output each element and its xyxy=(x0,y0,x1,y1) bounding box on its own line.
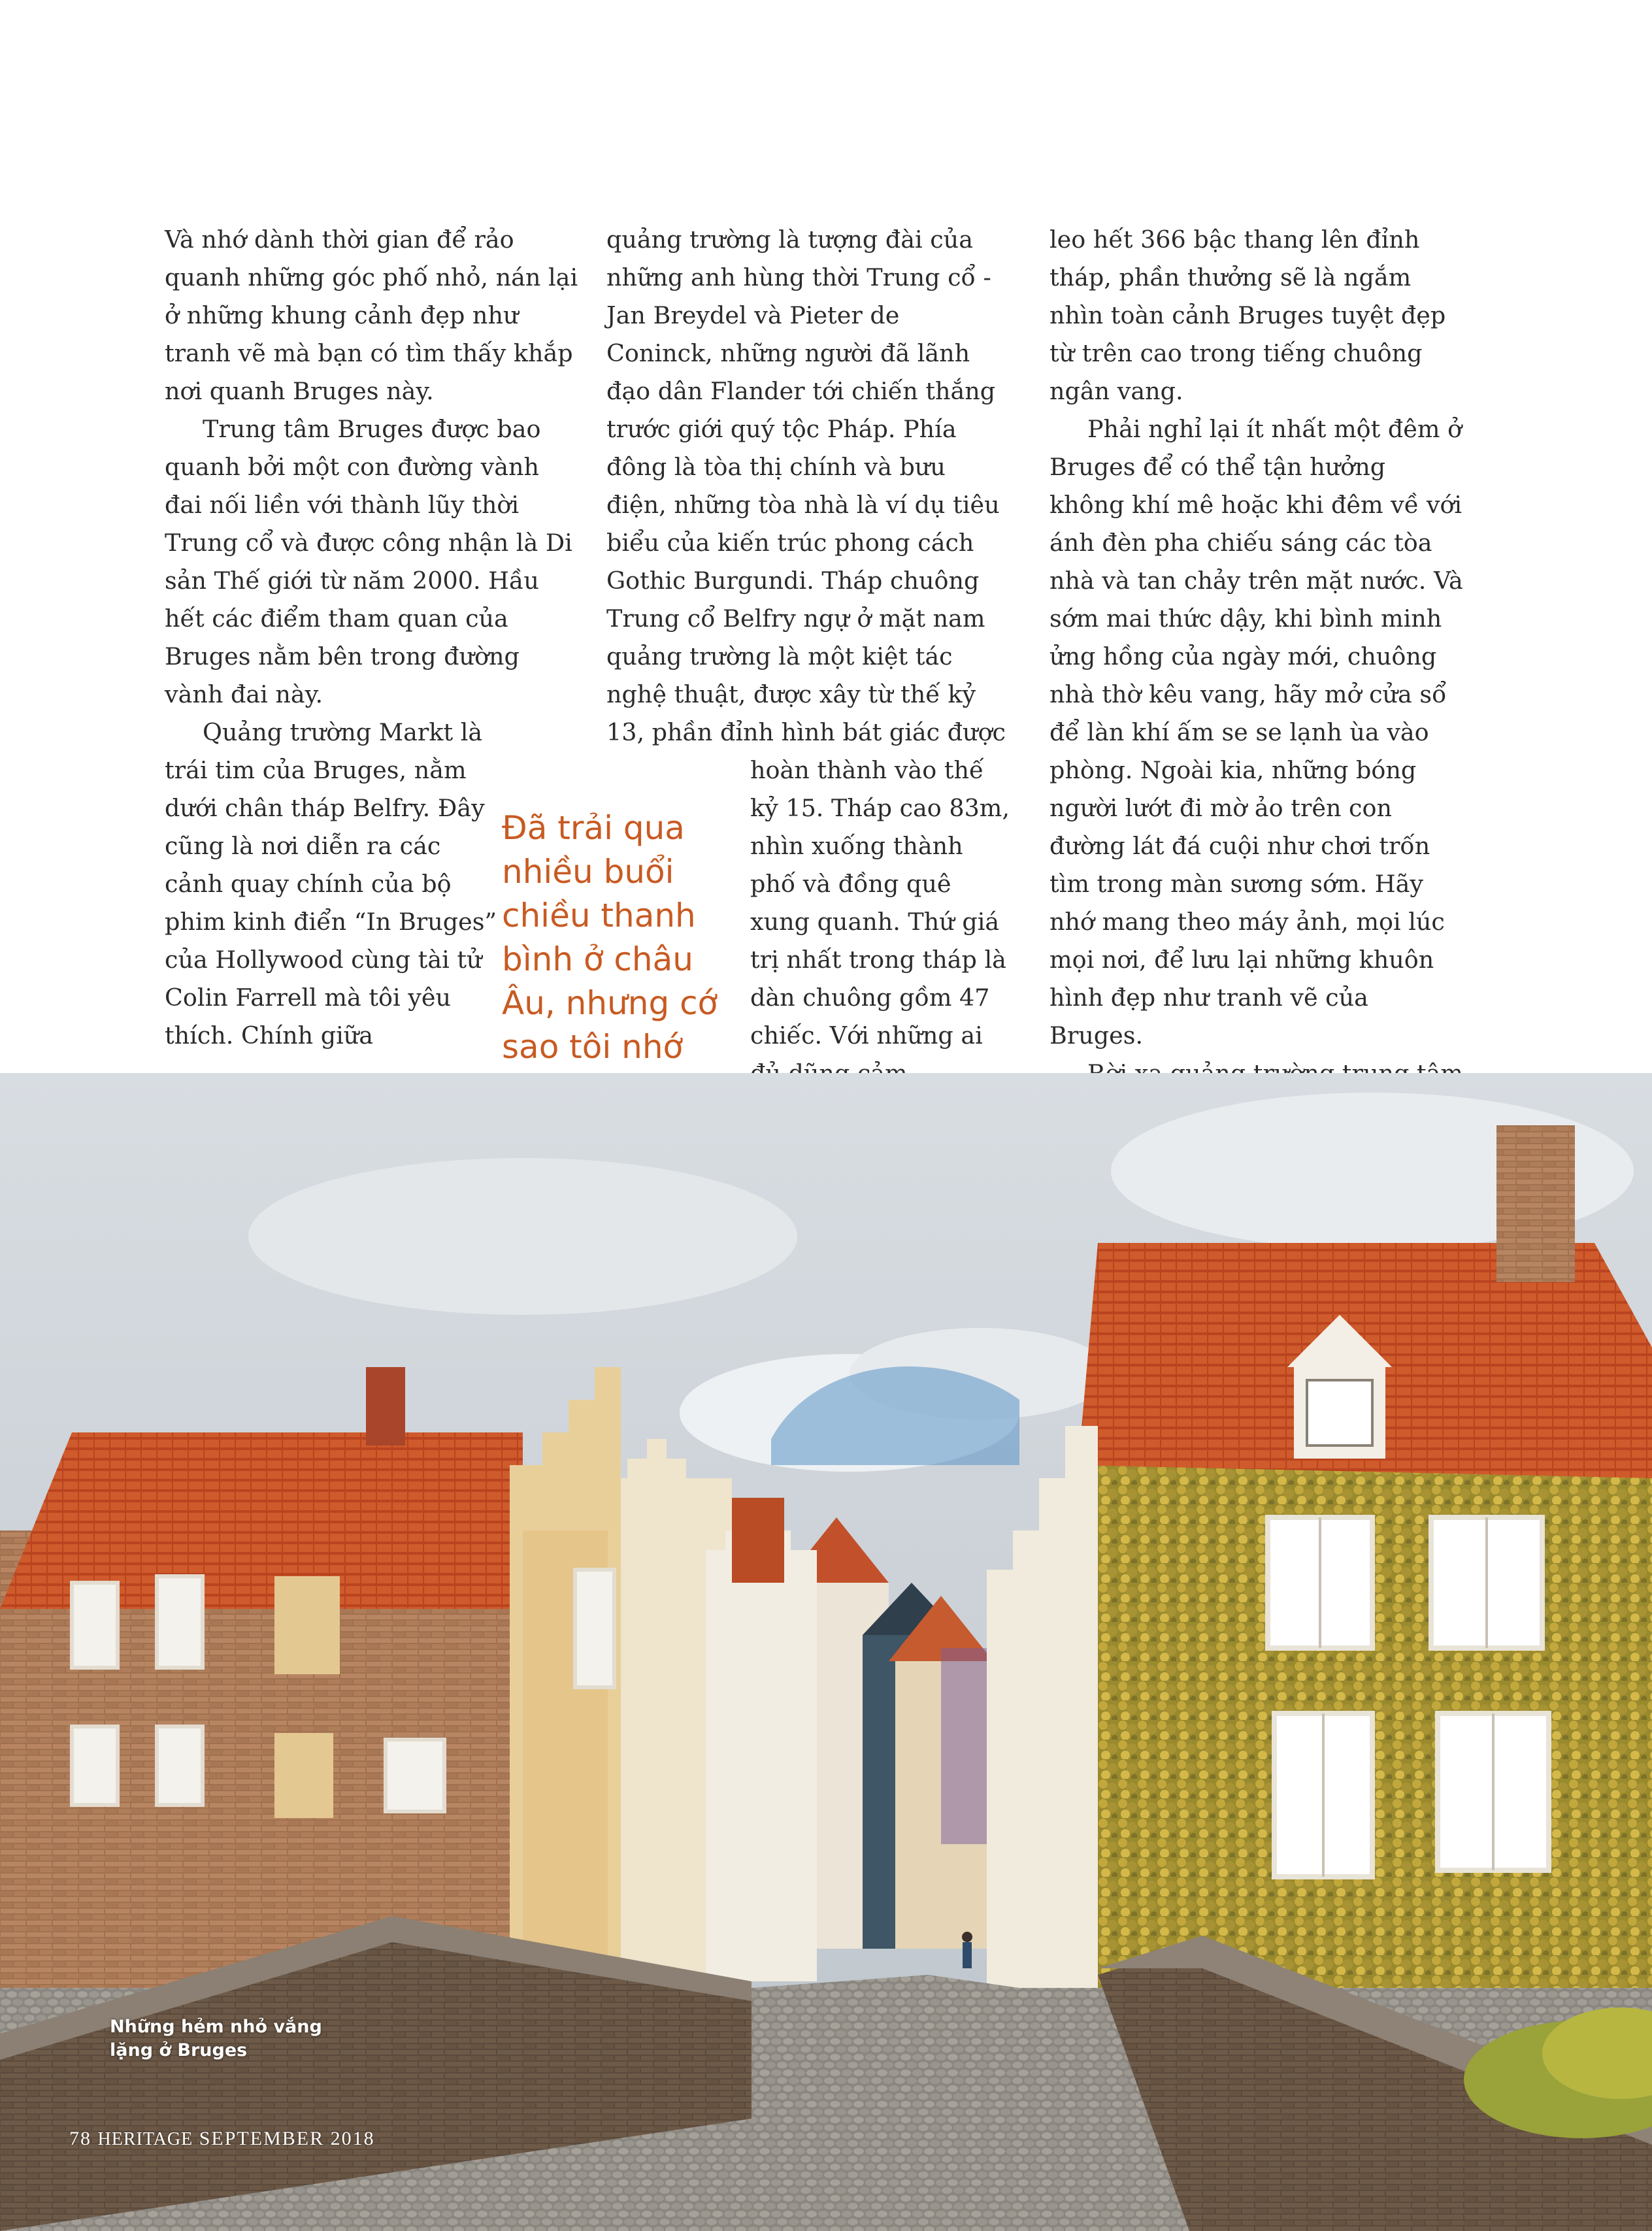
page-footer xyxy=(69,2128,375,2150)
page-number: 78 xyxy=(69,2128,91,2149)
paragraph: leo hết 366 bậc thang lên đỉnh tháp, phần thưởng sẽ là ngắm nhìn toàn cảnh Bruges tuyệt đẹp từ trên cao trong tiếng chuông ngân vang. xyxy=(1049,225,1446,405)
paragraph: Quảng trường Markt là trái tim của Bruges, nằm dưới chân tháp Belfry. Đây cũng là nơi diễn ra các cảnh quay chính của bộ phim kinh điển “In Bruges” của Hollywood cùng tài tử Colin Farrell mà tôi yêu thích. Chính giữa xyxy=(165,718,497,1049)
paragraph: Và nhớ dành thời gian để rảo quanh những góc phố nhỏ, nán lại ở những khung cảnh đẹp như tranh vẽ mà bạn có tìm thấy khắp nơi quanh Bruges này. xyxy=(165,225,578,405)
issue-date: SEPTEMBER 2018 xyxy=(199,2128,375,2149)
magazine-name: HERITAGE xyxy=(97,2129,193,2149)
paragraph: Trung tâm Bruges được bao quanh bởi một con đường vành đai nối liền với thành lũy thời Trung cổ và được công nhận là Di sản Thế giới từ năm 2000. Hầu hết các điểm tham quan của Bruges nằm bên trong đường vành đai này. xyxy=(165,415,572,708)
pull-quote: Đã trải qua nhiều buổi chiều thanh bình ở châu Âu, nhưng cớ sao tôi nhớ xyxy=(502,804,744,1157)
paragraph: quảng trường là tượng đài của những anh hùng thời Trung cổ - Jan Breydel và Pieter de Coninck, những người đã lãnh đạo dân Flander tới chiến thắng trước giới quý tộc Pháp. Phía đông là tòa thị chính và bưu điện, những tòa nhà là ví dụ tiêu biểu của kiến trúc phong cách Gothic Burgundi. Tháp chuông Trung cổ Belfry ngự ở mặt nam quảng trường là một kiệt tác nghệ thuật, được xây từ thế kỷ 13, phần đỉnh hình bát giác được hoàn thành vào thế kỷ 15. Tháp cao 83m, nhìn xuống thành phố và đồng quê xung quanh. Thứ giá trị nhất trong tháp là dàn chuông gồm 47 chiếc. Với những ai xyxy=(606,225,1010,1049)
photo-caption: Những hẻm nhỏ vắng lặng ở Bruges xyxy=(110,2017,322,2060)
article-column-3 xyxy=(1049,221,1468,1093)
paragraph: Phải nghỉ lại ít nhất một đêm ở Bruges để có thể tận hưởng không khí mê hoặc khi đêm về với ánh đèn pha chiếu sáng các tòa nhà và tan chảy trên mặt nước. Và sớm mai thức dậy, khi bình minh ửng hồng của ngày mới, chuông nhà thờ kêu vang, hãy mở cửa sổ để làn khí ấm se se lạnh ùa vào phòng. Ngoài kia, những bóng người lướt đi mờ ảo trên con đường lát đá cuội như chơi trốn tìm trong màn sương sớm. Hãy nhớ mang theo máy ảnh, mọi lúc mọi nơi, để lưu lại những khuôn hình đẹp như tranh vẽ của Bruges. xyxy=(1049,415,1463,1049)
